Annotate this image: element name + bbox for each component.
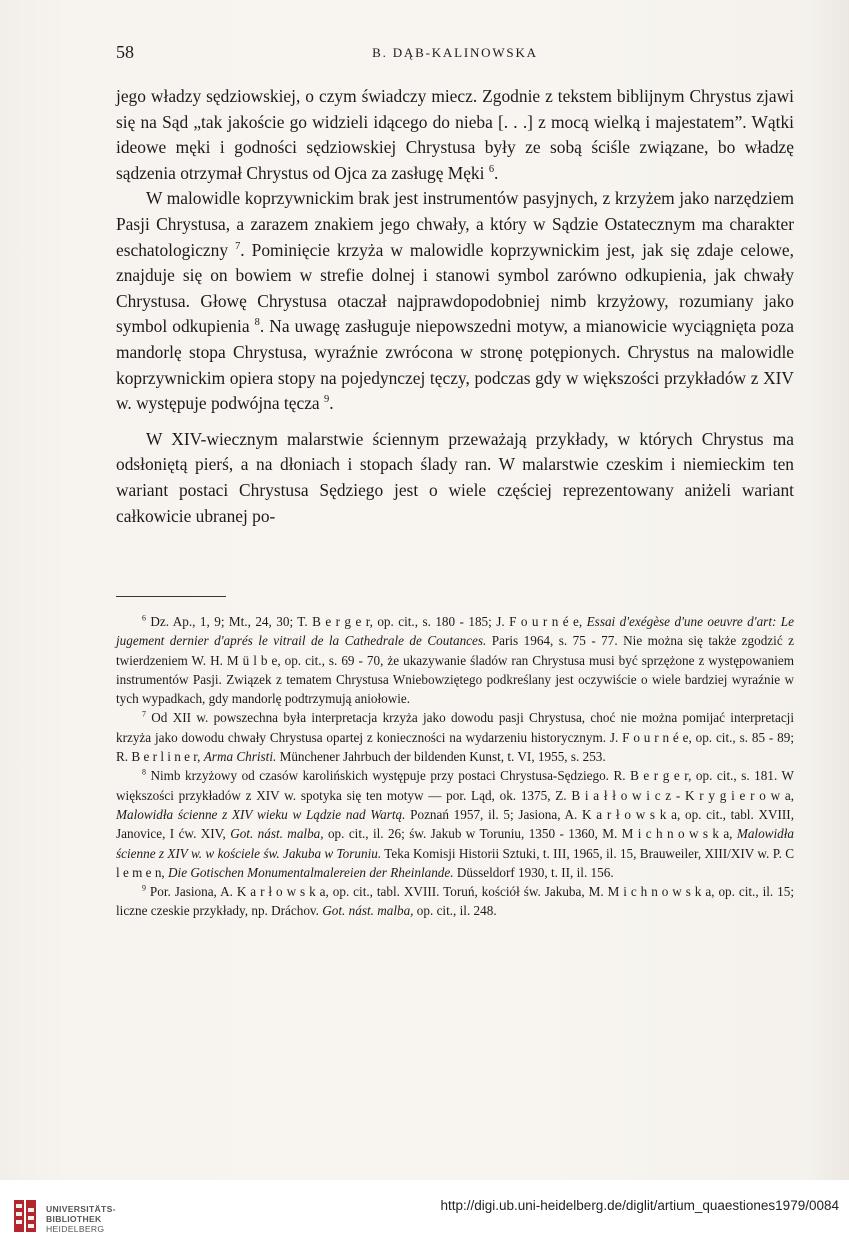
footnote-9: $^9$ Por. Jasiona, A. K a r ł o w s k a, op. cit., tabl. XVIII. Toruń, kościół św. Jakuba, M. M i c h n o w s k a, op. cit., il. 15; liczne czeskie przykłady, np. Dráchov. Got. nást. malba, op. cit., il. 248. [116,883,795,919]
footnotes [116,612,794,921]
page-edge-shadow [809,0,849,1180]
footnote-divider [116,596,226,597]
footer-bar [0,1180,849,1251]
paragraph-2: W malowidle koprzywnickim brak jest instrumentów pasyjnych, z krzyżem jako narzędziem Pasji Chrystusa, a zarazem znakiem jego chwały, a który w Sądzie Ostatecznym ma charakter eschatologiczny $^7$. Pominięcie krzyża w malowidle koprzywnickim jest, jak się zdaje celowe, znajduje się on bowiem w strefie dolnej i stanowi symbol zarówno odkupienia, jak chwały Chrystusa. Głowę Chrystusa otaczał najprawdopodobniej nimb krzyżowy, rozumiany jako symbol odkupienia $^8$. Na uwagę zasługuje niepowszedni motyw, a mianowicie wyciągnięta poza mandorlę stopa Chrystusa, wyraźnie zwrócona w stronę potępionych. Chrystus na malowidle koprzywnickim opiera stopy na pojedynczej tęczy, podczas gdy w większości przykładów z XIV w. występuje podwójna tęcza $^9$. [116,188,794,414]
library-name: UNIVERSITÄTS- BIBLIOTHEK HEIDELBERG [46,1204,116,1234]
note-ref-8: 8 [254,317,260,329]
page-header [116,42,794,64]
note-ref-9: 9 [324,394,330,406]
page-number: 58 [116,42,134,62]
note-ref-6: 6 [488,163,495,175]
footnote-6: $^6$ Dz. Ap., 1, 9; Mt., 24, 30; T. B e r g e r, op. cit., s. 180 - 185; J. F o u r n é e, Essai d'exégèse d'une oeuvre d'art: Le jugement dernier d'aprés le vitrail de la Cathedrale de Coutances. Paris 1964, s. 75 - 77. Nie można się także zgodzić z twierdzeniem W. H. M ü l b e, op. cit., s. 69 - 70, że ukazywanie śladów ran Chrystusa musi być sprzężone z występowaniem instrumentów Pasji. Związek z tematem Chrystusa Wniebowziętego podkreślany jest oczywiście o wiele bardziej wyraźnie w tych wypadkach, gdy mandorlę podtrzymują aniołowie. [116,613,794,707]
running-head: B. DĄB-KALINOWSKA [372,45,538,60]
note-ref-7: 7 [235,240,241,252]
paragraph-3: W XIV-wiecznym malarstwie ściennym przeważają przykłady, w których Chrystus ma odsłoniętą pierś, a na dłoniach i stopach ślady ran. W malarstwie czeskim i niemieckim ten wariant postaci Chrystusa Sędziego jest o wiele częściej reprezentowany aniżeli wariant całkowicie ubranej po- [116,428,794,526]
footnote-7: $^7$ Od XII w. powszechna była interpretacja krzyża jako dowodu pasji Chrystusa, choć nie można pomijać interpretacji krzyża jako dowodu chwały Chrystusa opartej z konieczności na wydarzeniu historycznym. J. F o u r n é e, op. cit., s. 85 - 89; R. B e r l i n e r, Arma Christi. Münchener Jahrbuch der bildenden Kunst, t. VI, 1955, s. 253. [116,710,794,765]
library-logo-icon [12,1196,38,1236]
paragraph-1: jego władzy sędziowskiej, o czym świadczy miecz. Zgodnie z tekstem biblijnym Chrystus zjawi się na Sąd „tak jakoście go widzieli idącego do nieba [. . .] z mocą wielką i majestatem”. Wątki ideowe męki i godności sędziowskiej Chrystusa były ze sobą ściśle związane, bo władzę sądzenia otrzymał Chrystus od Ojca za zasługę Męki $^6$. [116,86,794,183]
source-url[interactable]: http://digi.ub.uni-heidelberg.de/diglit/artium_quaestiones1979/0084 [440,1198,839,1213]
main-text [116,84,794,529]
footnote-8: $^8$ Nimb krzyżowy od czasów karolińskich występuje przy postaci Chrystusa-Sędziego. R. B e r g e r, op. cit., s. 181. W większości przykładów z XIV w. spotyka się ten motyw — por. Ląd, ok. 1375, Z. B i a ł ł o w i c z - K r y g i e r o w a, Malowidła ścienne z XIV wieku w Lądzie nad Wartą. Poznań 1957, il. 5; Jasiona, A. K a r ł o w s k a, op. cit., tabl. XVIII, Janovice, I ćw. XIV, Got. nást. malba, op. cit., il. 26; św. Jakub w Toruniu, 1350 - 1360, M. M i c h n o w s k a, Malowidła ścienne z XIV w. w kościele św. Jakuba w Toruniu. Teka Komisji Historii Sztuki, t. III, 1965, il. 15, Brauweiler, XIII/XIV w. P. C l e m e n, Die Gotischen Monumentalmalereien der Rheinlande. Düsseldorf 1930, t. II, il. 156. [116,767,795,880]
